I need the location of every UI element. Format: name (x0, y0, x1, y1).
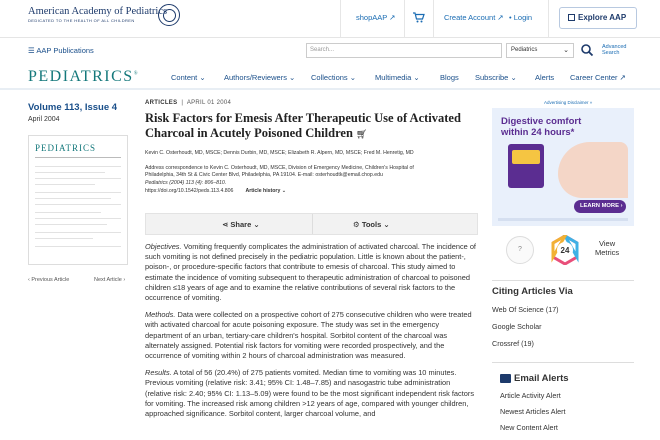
article-history-toggle[interactable] (245, 188, 286, 194)
envelope-icon (500, 374, 511, 383)
abstract-objectives (145, 242, 478, 303)
article-date: APRIL 01 2004 (186, 100, 232, 106)
bullet-icon: • (509, 13, 512, 22)
article-abstract (145, 242, 478, 426)
cover-line (35, 198, 111, 199)
journal-brand[interactable]: PEDIATRICS® (28, 68, 139, 85)
grid-icon (568, 14, 575, 21)
ad-headline (501, 116, 581, 138)
ad-fine-print (498, 218, 628, 221)
alert-newest-articles[interactable]: Newest Articles Alert (500, 407, 566, 416)
search-label: Search (602, 50, 620, 56)
nav-multimedia[interactable] (375, 73, 420, 82)
nav-label: Multimedia (375, 73, 412, 82)
cover-line (35, 166, 121, 167)
abstract-results (145, 368, 478, 419)
aap-logo[interactable] (28, 6, 167, 23)
cover-line (35, 224, 107, 225)
share-icon: ⋖ (222, 220, 229, 229)
search-scope-select[interactable] (506, 43, 574, 58)
nav-career-center[interactable] (570, 73, 626, 82)
create-account-label: Create Account (444, 13, 496, 22)
publications-label: AAP Publications (36, 46, 94, 55)
search-input[interactable]: Search... (306, 43, 502, 58)
address-line: Philadelphia, 34th St & Civic Center Blvd, Philadelphia, PA 19104. E-mail: osterhoudtk@email.chop.edu (145, 172, 383, 178)
chevron-down-icon: ⌄ (349, 73, 357, 82)
section-head: Methods. (145, 310, 176, 320)
history-label: Article history (245, 188, 281, 194)
chevron-down-icon: ⌄ (281, 188, 287, 194)
baby-image (558, 142, 628, 198)
doi-link[interactable]: https://doi.org/10.1542/peds.113.4.806 (145, 188, 234, 194)
chevron-down-icon: ⌄ (199, 73, 206, 82)
share-label: Share (230, 220, 252, 229)
section-text: Vomiting frequently complicates the administration of activated charcoal. The incidence of such vomiting is not defined precisely in the pediatric population. Little is known about the patient-, poison-, or procedure-specific factors that contribute to emesis of charcoal. This study aimed to estimate the incidence of vomiting subsequent to therapeutic administration of charcoal to poisoned children ≤18 years of age and to examine the relative contributions of several risk factors to the occurrence of vomiting. (145, 242, 476, 303)
cover-line (35, 218, 121, 219)
view-metrics-line: View (599, 239, 616, 248)
cart-icon[interactable] (413, 12, 425, 23)
cover-line (35, 212, 101, 213)
chevron-down-icon: ⌄ (383, 220, 390, 229)
journal-nav (0, 66, 660, 90)
tools-label: Tools (361, 220, 382, 229)
nav-authors-reviewers[interactable] (224, 73, 295, 82)
nav-subscribe[interactable] (475, 73, 517, 82)
publications-menu[interactable] (28, 46, 94, 55)
author-list[interactable]: Kevin C. Osterhoudt, MD, MSCE; Dennis Durbin, MD, MSCE; Elizabeth R. Alpern, MD, MSCE; Fred M. Henretig, MD (145, 150, 414, 156)
altmetric-score: 24 (560, 246, 570, 255)
article-toolbar (145, 213, 478, 235)
explore-aap-label: Explore AAP (578, 13, 627, 22)
issue-cover-image[interactable] (28, 135, 128, 265)
section-text: A total of 56 (20.4%) of 275 patients vomited. Median time to vomiting was 10 minutes. Previous vomiting (relative risk: 3.41; 95% CI: 1.48–7.85) and nasogastric tube administration (relative risk: 2.40; 95% CI: 1.13–5.09) were found to be the most significant independent risk factors for vomiting. The increased risk among children >12 years of age, compared with younger children, approached significance. Sorbitol content, larger charcoal volume, and (145, 368, 475, 419)
previous-article-link[interactable]: ‹ Previous Article (28, 277, 70, 283)
nav-collections[interactable] (311, 73, 356, 82)
chevron-down-icon: ⌄ (253, 220, 260, 229)
next-label: Next Article (94, 277, 122, 283)
advanced-search-link[interactable] (602, 44, 626, 56)
shop-link[interactable] (356, 13, 396, 22)
external-link-icon: ↗ (497, 13, 504, 22)
citing-title: Citing Articles Via (492, 286, 573, 297)
nav-label: Career Center (570, 73, 618, 82)
issue-volume-link[interactable]: Volume 113, Issue 4 (28, 102, 118, 113)
dimensions-badge[interactable]: ? (506, 236, 534, 264)
brand-text: PEDIATRICS (28, 68, 134, 85)
doi-row (145, 188, 478, 194)
chevron-down-icon: ⌄ (563, 47, 569, 54)
ad-learn-more-button[interactable]: LEARN MORE › (574, 200, 626, 213)
divider (404, 0, 405, 38)
next-article-link[interactable]: Next Article › (94, 277, 126, 283)
nav-content[interactable] (171, 73, 206, 82)
citation (145, 180, 478, 186)
alerts-heading (492, 373, 634, 384)
cover-line (35, 246, 121, 247)
product-can-image (508, 144, 544, 188)
nav-label: Content (171, 73, 198, 82)
divider (433, 0, 434, 38)
nav-label: Authors/Reviewers (224, 73, 287, 82)
cart-icon[interactable]: 🛒︎ (356, 129, 368, 139)
search-icon[interactable] (580, 43, 594, 57)
section-text: Data were collected on a prospective cohort of 275 consecutive children who were treated with activated charcoal for acute poisoning exposure. The study was set in the emergency department of an urban, tertiary-care children's hospital. Sorbitol content of the charcoal was alternately assigned. Potential risk factors for vomiting were recorded prospectively, and the occurrence of vomiting within 2 hours of charcoal administration was measured. (145, 310, 472, 361)
advertisement[interactable] (492, 108, 634, 226)
divider (340, 0, 341, 38)
correspondence-address (145, 165, 478, 179)
chevron-down-icon: ⌄ (289, 73, 296, 82)
nav-label: Subscribe (475, 73, 509, 82)
alert-article-activity[interactable]: Article Activity Alert (500, 391, 561, 400)
alert-new-content[interactable]: New Content Alert (500, 423, 558, 432)
title-text: Risk Factors for Emesis After Therapeutic Use of Activated Charcoal in Acutely Poisoned Children (145, 111, 461, 140)
ad-headline-line: Digestive comfort (501, 116, 582, 127)
cover-line (35, 178, 121, 179)
article-header (145, 100, 478, 194)
cover-line (35, 232, 121, 233)
issue-date: April 2004 (28, 116, 60, 123)
citation-text: Pediatrics (2004) 113 (4): 806–810. (145, 180, 227, 186)
ad-headline-line: within 24 hours* (501, 127, 575, 138)
citing-crossref[interactable]: Crossref (19) (492, 339, 534, 348)
cover-line (35, 204, 121, 205)
cover-line (35, 172, 105, 173)
metrics-panel (492, 233, 634, 273)
advanced-label: Advanced (602, 44, 627, 50)
previous-label: Previous Article (31, 277, 70, 283)
issue-info (28, 102, 128, 123)
email-alerts-panel (492, 362, 634, 432)
scope-value: Pediatrics (511, 47, 538, 53)
nav-label: Collections (311, 73, 348, 82)
section-head: Results. (145, 368, 172, 378)
view-metrics-line: Metrics (595, 248, 620, 257)
advertising-disclaimer-link[interactable]: Advertising Disclaimer » (544, 100, 593, 105)
aap-seal-icon (158, 4, 180, 26)
external-link-icon: ↗ (619, 73, 626, 82)
external-link-icon: ↗ (389, 13, 396, 22)
shop-label: shopAAP (356, 13, 388, 22)
nav-blogs[interactable]: Blogs (440, 73, 459, 82)
abstract-methods (145, 310, 478, 361)
menu-icon: ☰ (28, 46, 35, 55)
nav-alerts[interactable]: Alerts (535, 73, 555, 82)
citing-articles-panel (492, 280, 634, 348)
article-meta: ARTICLES | APRIL 01 2004 (145, 100, 232, 106)
chevron-down-icon: ⌄ (510, 73, 517, 82)
section-head: Objectives. (145, 242, 182, 251)
create-account-link[interactable] (444, 13, 504, 22)
org-tagline: DEDICATED TO THE HEALTH OF ALL CHILDREN (28, 18, 135, 23)
divider (548, 0, 549, 38)
cover-title: PEDIATRICS (35, 143, 97, 153)
cover-rule (35, 157, 121, 158)
citing-google-scholar[interactable]: Google Scholar (492, 322, 542, 331)
share-button[interactable] (222, 220, 260, 229)
citing-web-of-science[interactable]: Web Of Science (17) (492, 305, 559, 314)
org-name: American Academy of Pediatrics (28, 6, 168, 17)
cover-line (35, 192, 121, 193)
top-bar (0, 0, 660, 38)
explore-aap-button[interactable] (559, 7, 637, 29)
login-label: Login (513, 13, 533, 22)
chevron-down-icon: ⌄ (413, 73, 420, 82)
alerts-title: Email Alerts (514, 373, 569, 384)
divider (312, 214, 313, 234)
cover-line (35, 238, 93, 239)
address-line: Address correspondence to Kevin C. Osterhoudt, MD, MSCE, Division of Emergency Medicine, Children's Hospital of (145, 165, 414, 171)
altmetric-donut[interactable] (550, 235, 580, 265)
login-link[interactable] (509, 13, 532, 22)
article-title (145, 111, 478, 142)
publications-bar (0, 38, 660, 63)
view-metrics-link[interactable] (595, 239, 619, 257)
cover-line (35, 184, 95, 185)
wrench-icon: ⚙ (353, 220, 360, 229)
article-type: ARTICLES (145, 100, 178, 106)
tools-button[interactable] (353, 220, 390, 229)
